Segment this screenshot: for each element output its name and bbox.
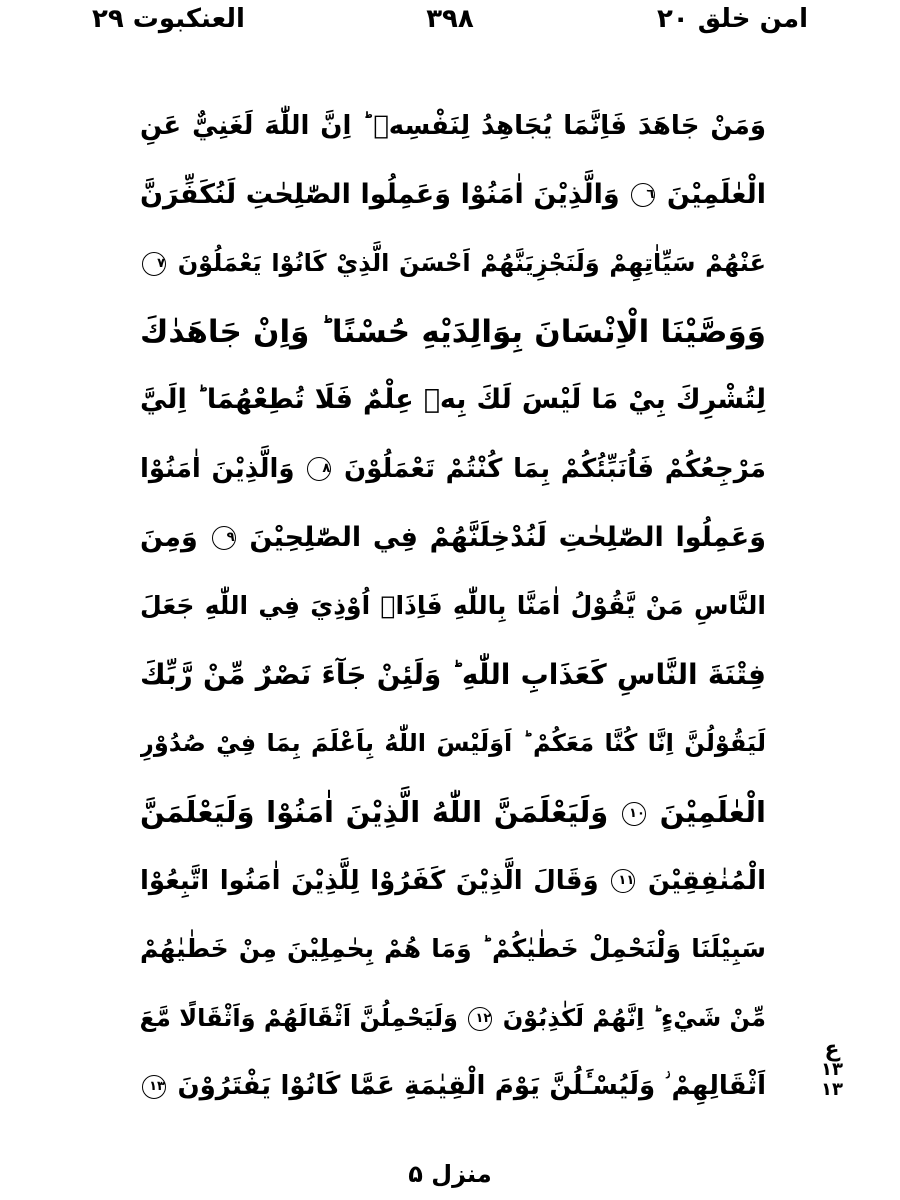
verse-text-continued: وَلَيَعْلَمَنَّ اللّٰهُ الَّذِيْنَ اٰمَنُوْا وَلَيَعْلَمَنَّ	[140, 794, 609, 829]
verse-text-continued: وَمِنَ	[140, 521, 198, 553]
ayah-number-marker: ٩	[212, 526, 236, 550]
surah-title: العنکبوت ۲۹	[92, 4, 245, 34]
verse-line	[140, 984, 766, 1053]
verse-line	[140, 435, 766, 504]
verse-line	[140, 92, 766, 161]
juz-title: امن خلق ۲۰	[656, 4, 808, 34]
verse-text: مَرْجِعُكُمْ فَاُنَبِّئُكُمْ بِمَا كُنْتُمْ تَعْمَلُوْنَ	[344, 453, 766, 484]
ayah-number-marker: ٨	[307, 457, 331, 481]
ayah-number-marker: ٦	[631, 183, 655, 207]
verse-text: لَيَقُوْلُنَّ اِنَّا كُنَّا مَعَكُمْ ؕ اَوَلَيْسَ اللّٰهُ بِاَعْلَمَ بِمَا فِيْ صُدُوْرِ	[140, 729, 766, 758]
verse-line	[140, 366, 766, 435]
ruku-symbol: ع	[824, 1037, 840, 1062]
verse-line	[140, 778, 766, 847]
verse-line	[140, 847, 766, 916]
verse-text: مِّنْ شَيْءٍ ؕ اِنَّهُمْ لَكٰذِبُوْنَ	[502, 1003, 766, 1032]
verse-line	[140, 641, 766, 710]
ruku-number-bottom: ١٣	[821, 1079, 843, 1100]
verse-line	[140, 229, 766, 298]
verse-line	[140, 709, 766, 778]
ruku-marker	[812, 1037, 852, 1104]
verse-line	[140, 298, 766, 367]
verse-text: وَوَصَّيْنَا الْاِنْسَانَ بِوَالِدَيْهِ حُسْنًا ؕ وَاِنْ جَاهَدٰكَ	[140, 313, 766, 350]
verse-text: الْمُنٰفِقِيْنَ	[647, 865, 766, 896]
verse-line	[140, 504, 766, 573]
verse-text: عَنْهُمْ سَيِّاٰتِهِمْ وَلَنَجْزِيَنَّهُمْ اَحْسَنَ الَّذِيْ كَانُوْا يَعْمَلُوْنَ	[177, 249, 766, 278]
quran-text-block	[140, 92, 766, 1121]
verse-text-continued: وَالَّذِيْنَ اٰمَنُوْا وَعَمِلُوا الصّٰلِحٰتِ لَنُكَفِّرَنَّ	[140, 178, 620, 210]
ayah-number-marker: ١١	[611, 869, 635, 893]
page-header	[0, 0, 900, 40]
page-number: ۳۹۸	[426, 4, 474, 34]
verse-text-continued: وَقَالَ الَّذِيْنَ كَفَرُوْا لِلَّذِيْنَ اٰمَنُوا اتَّبِعُوْا	[140, 865, 599, 896]
ayah-number-marker: ٧	[142, 252, 166, 276]
ruku-number-top: ١٣	[821, 1059, 843, 1080]
verse-line	[140, 161, 766, 230]
verse-text: سَبِيْلَنَا وَلْنَحْمِلْ خَطٰيٰكُمْ ؕ وَمَا هُمْ بِحٰمِلِيْنَ مِنْ خَطٰيٰهُمْ	[140, 934, 766, 964]
verse-text: وَمَنْ جَاهَدَ فَاِنَّمَا يُجَاهِدُ لِنَفْسِهٖ ؕ اِنَّ اللّٰهَ لَغَنِيٌّ عَنِ	[140, 111, 766, 141]
verse-text: اَثْقَالِهِمْ ؗ وَلَيُسْـَٔلُنَّ يَوْمَ الْقِيٰمَةِ عَمَّا كَانُوْا يَفْتَرُوْنَ	[177, 1071, 766, 1102]
verse-text: النَّاسِ مَنْ يَّقُوْلُ اٰمَنَّا بِاللّٰهِ فَاِذَاۤ اُوْذِيَ فِي اللّٰهِ جَعَلَ	[140, 591, 766, 621]
verse-text-continued: وَلَيَحْمِلُنَّ اَثْقَالَهُمْ وَاَثْقَالًا مَّعَ	[140, 1003, 458, 1032]
ayah-number-marker: ١٣	[142, 1075, 166, 1099]
ayah-number-marker: ١٢	[468, 1007, 492, 1031]
verse-text: الْعٰلَمِيْنَ	[666, 178, 766, 210]
verse-line	[140, 572, 766, 641]
verse-text-continued: وَالَّذِيْنَ اٰمَنُوْا	[140, 453, 295, 484]
manzil-footer: منزل ۵	[408, 1160, 492, 1188]
verse-text: الْعٰلَمِيْنَ	[659, 794, 766, 829]
verse-text: لِتُشْرِكَ بِيْ مَا لَيْسَ لَكَ بِهٖ عِلْمٌ فَلَا تُطِعْهُمَا ؕ اِلَيَّ	[140, 384, 766, 416]
ayah-number-marker: ١٠	[622, 802, 646, 826]
verse-text: وَعَمِلُوا الصّٰلِحٰتِ لَنُدْخِلَنَّهُمْ فِي الصّٰلِحِيْنَ	[249, 521, 766, 553]
verse-line	[140, 1052, 766, 1121]
verse-text: فِتْنَةَ النَّاسِ كَعَذَابِ اللّٰهِ ؕ وَلَئِنْ جَآءَ نَصْرٌ مِّنْ رَّبِّكَ	[140, 657, 766, 691]
verse-line	[140, 915, 766, 984]
